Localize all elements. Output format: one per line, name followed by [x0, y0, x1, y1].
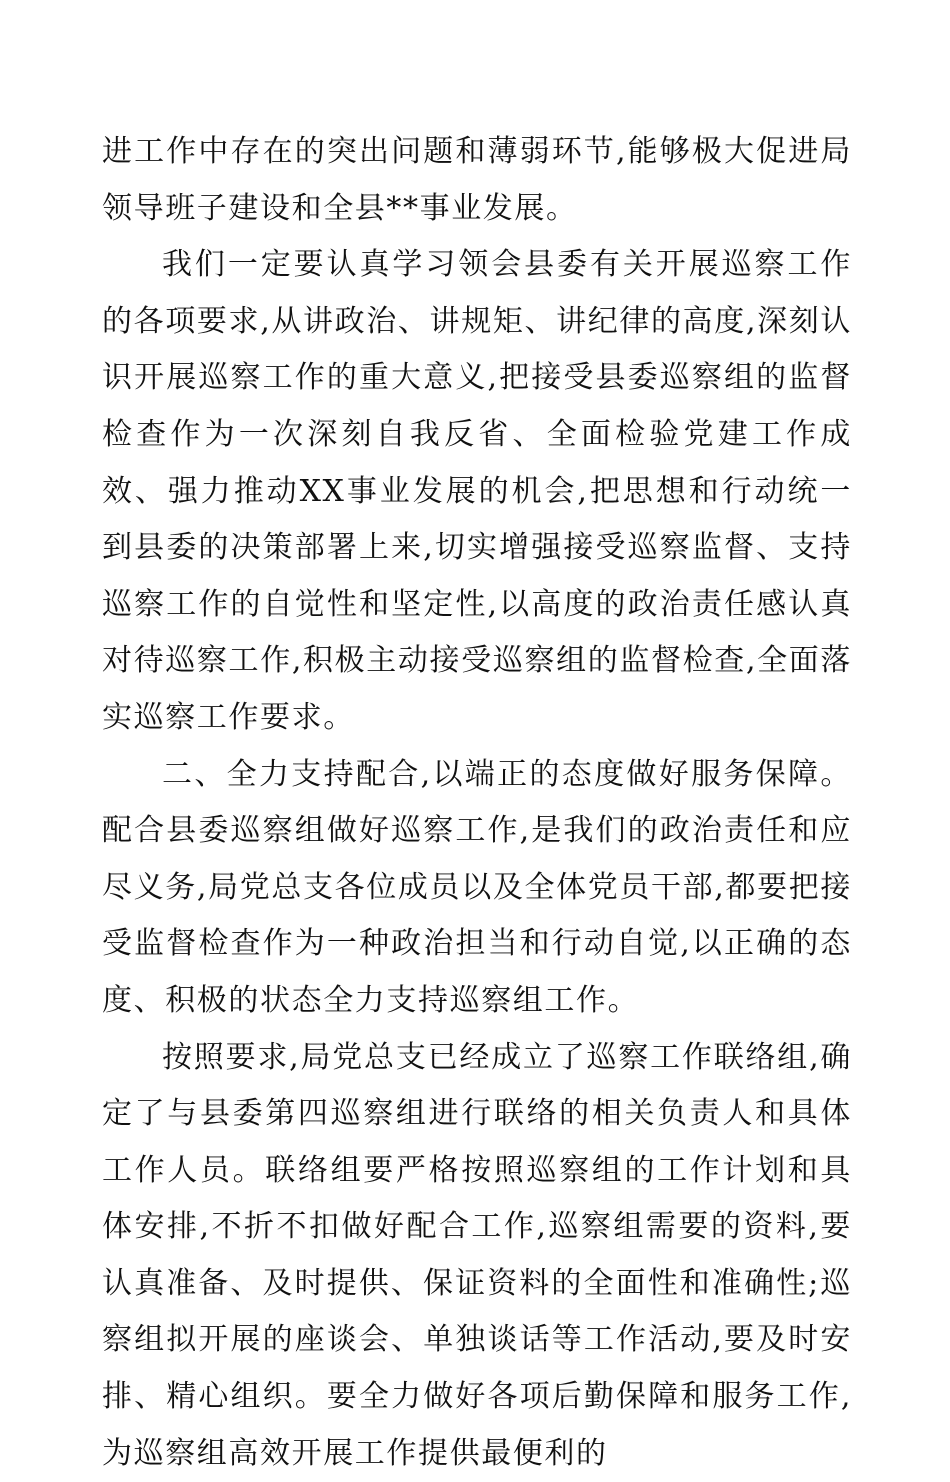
- paragraph-section-two-heading: 二、全力支持配合,以端正的态度做好服务保障。配合县委巡察组做好巡察工作,是我们的政治责任和应尽义务,局党总支各位成员以及全体党员干部,都要把接受监督检查作为一种政治担当和行动自觉,以正确的态度、积极的状态全力支持巡察组工作。: [102, 747, 852, 1030]
- paragraph-study-requirements: 我们一定要认真学习领会县委有关开展巡察工作的各项要求,从讲政治、讲规矩、讲纪律的高度,深刻认识开展巡察工作的重大意义,把接受县委巡察组的监督检查作为一次深刻自我反省、全面检验党建工作成效、强力推动XX事业发展的机会,把思想和行动统一到县委的决策部署上来,切实增强接受巡察监督、支持巡察工作的自觉性和坚定性,以高度的政治责任感认真对待巡察工作,积极主动接受巡察组的监督检查,全面落实巡察工作要求。: [102, 237, 852, 746]
- paragraph-liaison-group: 按照要求,局党总支已经成立了巡察工作联络组,确定了与县委第四巡察组进行联络的相关负责人和具体工作人员。联络组要严格按照巡察组的工作计划和具体安排,不折不扣做好配合工作,巡察组需要的资料,要认真准备、及时提供、保证资料的全面性和准确性;巡察组拟开展的座谈会、单独谈话等工作活动,要及时安排、精心组织。要全力做好各项后勤保障和服务工作,为巡察组高效开展工作提供最便利的: [102, 1030, 852, 1482]
- document-body: [102, 124, 852, 1482]
- paragraph-continuation: 进工作中存在的突出问题和薄弱环节,能够极大促进局领导班子建设和全县**事业发展。: [102, 124, 852, 237]
